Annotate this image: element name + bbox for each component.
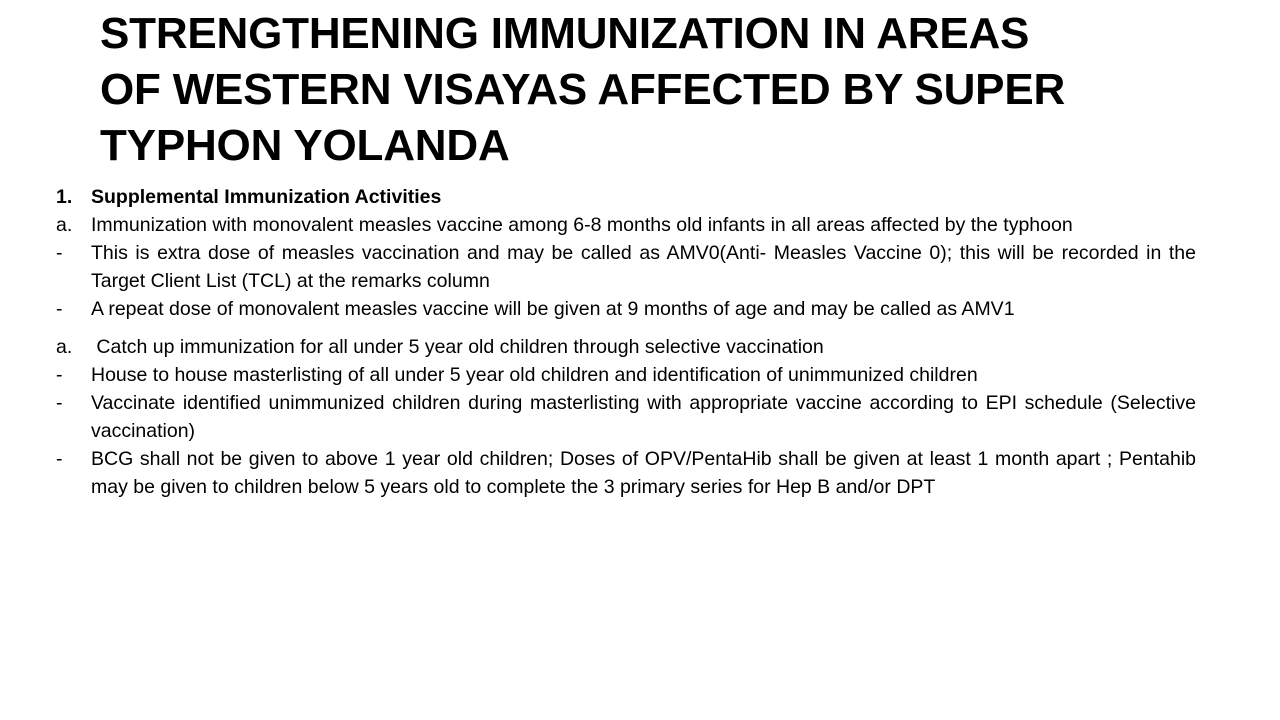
list-item-text: This is extra dose of measles vaccination and may be called as AMV0(Anti- Measles Vaccine 0); this will be recorded in the Target Client List (TCL) at the remarks column (91, 242, 1196, 292)
list-marker: - (56, 392, 63, 414)
list-marker: a. (56, 214, 73, 236)
title-line-1: STRENGTHENING IMMUNIZATION IN AREAS (100, 9, 1030, 58)
list-item-text: Vaccinate identified unimmunized children during masterlisting with appropriate vaccine according to EPI schedule (Selective vaccination) (91, 392, 1196, 442)
list-marker: - (56, 364, 63, 386)
list-item (56, 389, 1196, 445)
list-item-text: Catch up immunization for all under 5 year old children through selective vaccination (91, 336, 824, 358)
spacer (56, 323, 1196, 333)
list-marker: 1. (56, 186, 73, 208)
title-line-3: TYPHON YOLANDA (100, 121, 510, 170)
list-marker: - (56, 242, 63, 264)
list-marker: - (56, 448, 63, 470)
list-item (56, 295, 1196, 323)
slide-title (100, 6, 1220, 174)
list-item-text: BCG shall not be given to above 1 year old children; Doses of OPV/PentaHib shall be given at least 1 month apart ; Pentahib may be given to children below 5 years old to complete the 3 primary series for Hep B and/or DPT (91, 448, 1196, 498)
list-item-text: A repeat dose of monovalent measles vaccine will be given at 9 months of age and may be called as AMV1 (91, 298, 1015, 320)
section-heading-item (56, 183, 1196, 211)
list-item (56, 361, 1196, 389)
list-marker: a. (56, 336, 73, 358)
list-item-text: House to house masterlisting of all under 5 year old children and identification of unimmunized children (91, 364, 978, 386)
section-heading: Supplemental Immunization Activities (91, 186, 442, 208)
list-marker: - (56, 298, 63, 320)
list-item (56, 333, 1196, 361)
list-item (56, 445, 1196, 501)
list-item-text: Immunization with monovalent measles vaccine among 6-8 months old infants in all areas affected by the typhoon (91, 214, 1073, 236)
list-item (56, 239, 1196, 295)
list-item (56, 211, 1196, 239)
slide-body (56, 183, 1196, 501)
title-line-2: OF WESTERN VISAYAS AFFECTED BY SUPER (100, 65, 1066, 114)
